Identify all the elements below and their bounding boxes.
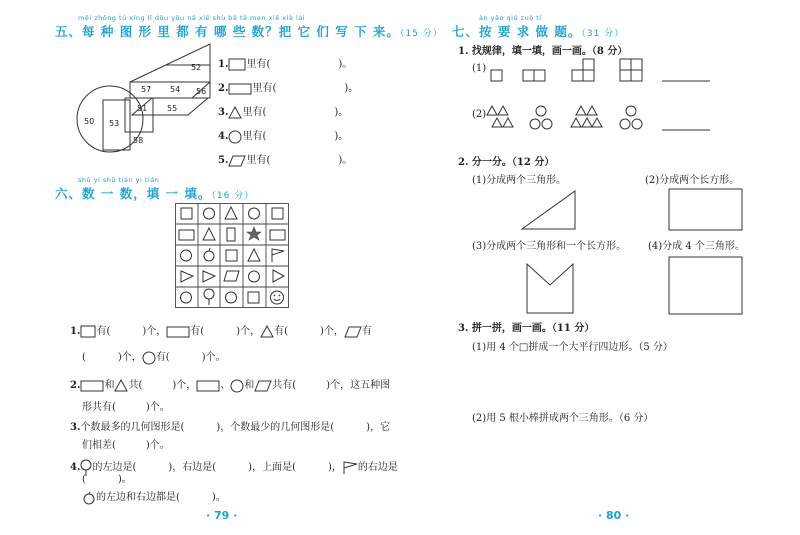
s7-q2-c: (3)分成两个三角形和一个长方形。 <box>472 241 627 252</box>
s6-q4-line2: ( )。 <box>82 474 132 485</box>
s7-q3-b: (2)用 5 根小棒拼成两个三角形。（6 分） <box>472 413 654 424</box>
fig-num-9: 58 <box>133 136 144 145</box>
s7-title: 七、按 要 求 做 题。（31 分） <box>452 24 625 39</box>
s6-q4-line3: 的左边和右边都是( )。 <box>82 488 226 505</box>
s5-item-4: 4. 里有( )。 <box>218 131 349 142</box>
pattern-row-1 <box>490 60 720 90</box>
s6-pinyin: shǔ yi shǔ tián yi tián <box>78 176 160 184</box>
s7-q2-title: 2. 分一分。（12 分） <box>458 157 555 168</box>
s6-q1-line2: ( )个， 有( )个。 <box>82 352 226 363</box>
s6-q4-line1: 4. 的左边是( )，右边是( )，上面是( )， 的右边是 <box>70 458 398 477</box>
s7-q3-title: 3. 拼一拼，画一画。（11 分） <box>458 323 595 334</box>
s5-item-1: 1. 里有( )。 <box>218 59 353 70</box>
s6-q3-line2: 们相差( )个。 <box>82 440 170 451</box>
s7-q1-p1: (1) <box>472 63 487 74</box>
s7-q3-a: (1)用 4 个□拼成一个大平行四边形。（5 分） <box>472 342 673 353</box>
right-triangle-shape <box>520 190 580 230</box>
s7-q2-b: (2)分成两个长方形。 <box>645 175 740 186</box>
s7-pinyin: àn yāo qiú zuò tí <box>479 14 542 22</box>
s5-item-2: 2. 里有( )。 <box>218 83 359 94</box>
s6-q3-line1: 3.个数最多的几何图形是( )，个数最少的几何图形是( )，它 <box>70 422 391 433</box>
page-number-left: · 79 · <box>206 509 238 522</box>
fig-num-1: 52 <box>191 63 202 72</box>
s7-q1-p2: (2) <box>472 109 487 120</box>
s5-pinyin: měi zhǒng tú xíng lǐ dōu yǒu nǎ xiē shù bǎ tā men xiě xià lái <box>78 14 306 22</box>
notched-shape <box>526 263 576 315</box>
s6-q2-line1: 2. 和 共( )个， 、 和 共有( )个，这五种图 <box>70 380 391 391</box>
fig-num-7: 50 <box>84 117 95 126</box>
s6-q2-line2: 形共有( )个。 <box>82 402 170 413</box>
s6-title: 六、数 一 数，填 一 填。（16 分） <box>55 186 255 201</box>
s7-q2-a: (1)分成两个三角形。 <box>472 175 567 186</box>
fig-num-3: 54 <box>170 85 181 94</box>
pattern-row-2 <box>488 105 720 145</box>
s5-title: 五、每 种 图 形 里 都 有 哪 些 数？把 它 们 写 下 来。（15 分） <box>55 24 443 39</box>
s5-figure <box>70 42 220 152</box>
fig-num-8: 53 <box>109 119 120 128</box>
fig-num-6: 55 <box>167 104 178 113</box>
rectangle-shape <box>668 188 744 232</box>
s6-q1-line1: 1. 有( )个， 有( )个， 有( )个， 有 <box>70 326 372 337</box>
shape-grid <box>175 203 289 308</box>
square-shape <box>668 256 744 316</box>
fig-num-2: 57 <box>141 85 152 94</box>
s7-q1-title: 1. 找规律，填一填，画一画。（8 分） <box>458 46 628 57</box>
s5-item-3: 3. 里有( )。 <box>218 107 349 118</box>
s5-item-5: 5. 里有( )。 <box>218 155 353 166</box>
page-number-right: · 80 · <box>598 509 630 522</box>
fig-num-5: 51 <box>137 104 148 113</box>
s7-q2-d: (4)分成 4 个三角形。 <box>648 241 745 252</box>
fig-num-4: 56 <box>196 87 207 96</box>
